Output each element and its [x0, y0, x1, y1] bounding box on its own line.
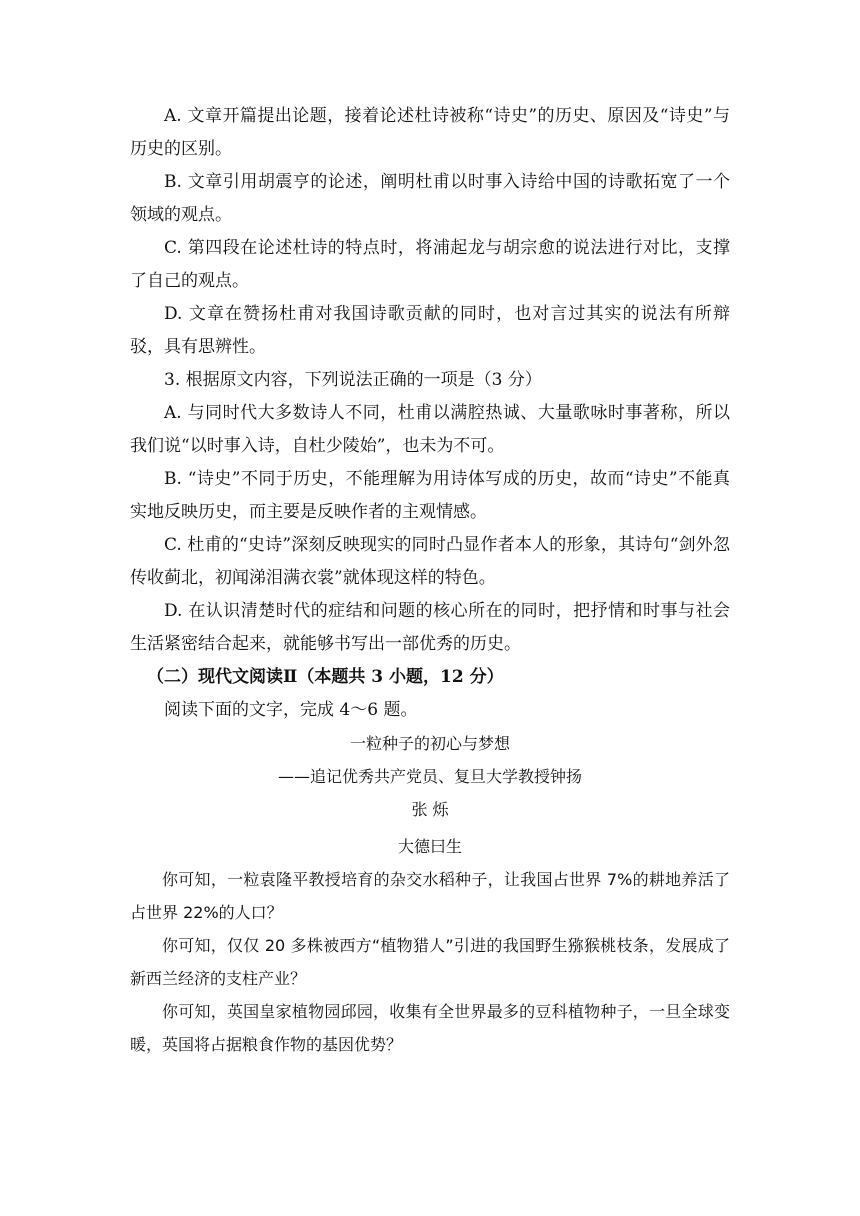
question3-option-b: B. “诗史”不同于历史，不能理解为用诗体写成的历史，故而“诗史”不能真实地反映历史，而主要是反映作者的主观情感。 — [130, 469, 730, 522]
article-heading: 大德曰生 — [397, 837, 462, 856]
question3-option-c: C. 杜甫的“史诗”深刻反映现实的同时凸显作者本人的形象，其诗句“剑外忽传收蓟北，初闻涕泪满衣裳”就体现这样的特色。 — [130, 535, 730, 588]
question3-option-d: D. 在认识清楚时代的症结和问题的核心所在的同时，把抒情和时事与社会生活紧密结合起来，就能够书写出一部优秀的历史。 — [130, 601, 730, 654]
article-paragraph: 你可知，英国皇家植物园邱园，收集有全世界最多的豆科植物种子，一旦全球变暖，英国将占据粮食作物的基因优势？ — [130, 1002, 730, 1054]
article-paragraph: 你可知，一粒袁隆平教授培育的杂交水稻种子，让我国占世界 7%的耕地养活了占世界 22%的人口？ — [130, 870, 730, 922]
question2-option-a: A. 文章开篇提出论题，接着论述杜诗被称“诗史”的历史、原因及“诗史”与历史的区别。 — [130, 106, 730, 159]
question3-stem: 3. 根据原文内容，下列说法正确的一项是（3 分） — [164, 370, 542, 390]
question2-option-d: D. 文章在赞扬杜甫对我国诗歌贡献的同时，也对言过其实的说法有所辩驳，具有思辨性。 — [130, 304, 730, 357]
article-subtitle: ——追记优秀共产党员、复旦大学教授钟扬 — [277, 767, 582, 786]
question2-option-b: B. 文章引用胡震亨的论述，阐明杜甫以时事入诗给中国的诗歌拓宽了一个领域的观点。 — [130, 172, 730, 225]
article-author: 张 烁 — [411, 800, 449, 819]
reading-instruction: 阅读下面的文字，完成 4～6 题。 — [164, 700, 418, 720]
section-title: （二）现代文阅读Ⅱ（本题共 3 小题，12 分） — [147, 667, 504, 687]
question3-option-a: A. 与同时代大多数诗人不同，杜甫以满腔热诚、大量歌咏时事著称，所以我们说“以时事入诗，自杜少陵始”，也未为不可。 — [130, 403, 730, 456]
page-content — [130, 100, 730, 1061]
question2-option-c: C. 第四段在论述杜诗的特点时，将浦起龙与胡宗愈的说法进行对比，支撑了自己的观点。 — [130, 238, 730, 291]
article-title: 一粒种子的初心与梦想 — [349, 734, 510, 753]
article-paragraph: 你可知，仅仅 20 多株被西方“植物猎人”引进的我国野生猕猴桃枝条，发展成了新西兰经济的支柱产业？ — [130, 936, 730, 988]
